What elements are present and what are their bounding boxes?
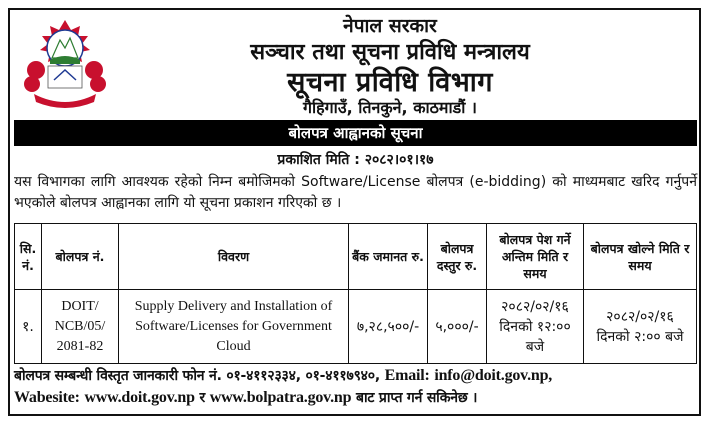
email-link[interactable]: info@doit.gov.np, — [434, 367, 553, 384]
website-link-bolpatra[interactable]: www.bolpatra.gov.np — [209, 389, 352, 406]
ministry-name: सञ्चार तथा सूचना प्रविधि मन्त्रालय — [250, 40, 530, 65]
contact-phones: बोलपत्र सम्बन्धी विस्तृत जानकारी फोन नं. ०१-४११२३३४, ०१-४११७९४०, — [14, 368, 380, 384]
cell-description: Supply Delivery and Installation of Software/Licenses for Government Cloud — [119, 290, 349, 364]
table-row — [15, 290, 697, 364]
website-link-doit[interactable]: www.doit.gov.np — [84, 389, 195, 406]
cell-opening — [584, 290, 697, 364]
table-header-row — [15, 224, 697, 290]
website-line — [14, 388, 697, 407]
published-date: प्रकाशित मिति : २०८२।०१।१७ — [277, 152, 434, 168]
col-header-opening: बोलपत्र खोल्ने मिति र समय — [584, 224, 697, 290]
col-header-bank-guarantee: बैंक जमानत रु. — [349, 224, 428, 290]
bid-table — [14, 223, 697, 364]
cell-submission — [487, 290, 584, 364]
col-header-sn: सि. नं. — [15, 224, 42, 290]
intro-paragraph: यस विभागका लागि आवश्यक रहेको निम्न बमोजिमको Software/License बोलपत्र (e-bidding) को माध्यमबाट खरिद गर्नुपर्ने भएकोले बोलपत्र आह्वानका लागि यो सूचना प्रकाशन गरिएको छ । — [14, 174, 697, 211]
notice-title: बोलपत्र आह्वानको सूचना — [14, 120, 697, 146]
website-joiner: र — [199, 390, 206, 406]
col-header-bid-no: बोलपत्र नं. — [42, 224, 119, 290]
submission-date: २०८२/०२/१६ — [501, 298, 569, 315]
cell-sn: १. — [15, 290, 42, 364]
department-name: सूचना प्रविधि विभाग — [287, 67, 493, 98]
website-suffix: बाट प्राप्त गर्न सकिनेछ । — [355, 390, 478, 406]
submission-time: दिनको १२:०० बजे — [499, 318, 571, 355]
cell-bank-guarantee: ७,२८,५००/- — [349, 290, 428, 364]
cell-bid-fee: ५,०००/- — [428, 290, 487, 364]
col-header-bid-fee: बोलपत्र दस्तुर रु. — [428, 224, 487, 290]
nepal-emblem-icon — [22, 14, 108, 110]
cell-bid-no: DOIT/ NCB/05/ 2081-82 — [42, 290, 119, 364]
contact-line — [14, 366, 697, 385]
opening-time: दिनको २:०० बजे — [596, 328, 684, 345]
department-address: गैहिगाउँ, तिनकुने, काठमाडौं । — [303, 98, 477, 117]
government-label: नेपाल सरकार — [343, 15, 437, 37]
website-label: Wabesite: — [14, 389, 80, 406]
col-header-submission: बोलपत्र पेश गर्ने अन्तिम मिति र समय — [487, 224, 584, 290]
opening-date: २०८२/०२/१६ — [606, 308, 674, 325]
email-label: Email: — [384, 367, 430, 384]
col-header-description: विवरण — [119, 224, 349, 290]
